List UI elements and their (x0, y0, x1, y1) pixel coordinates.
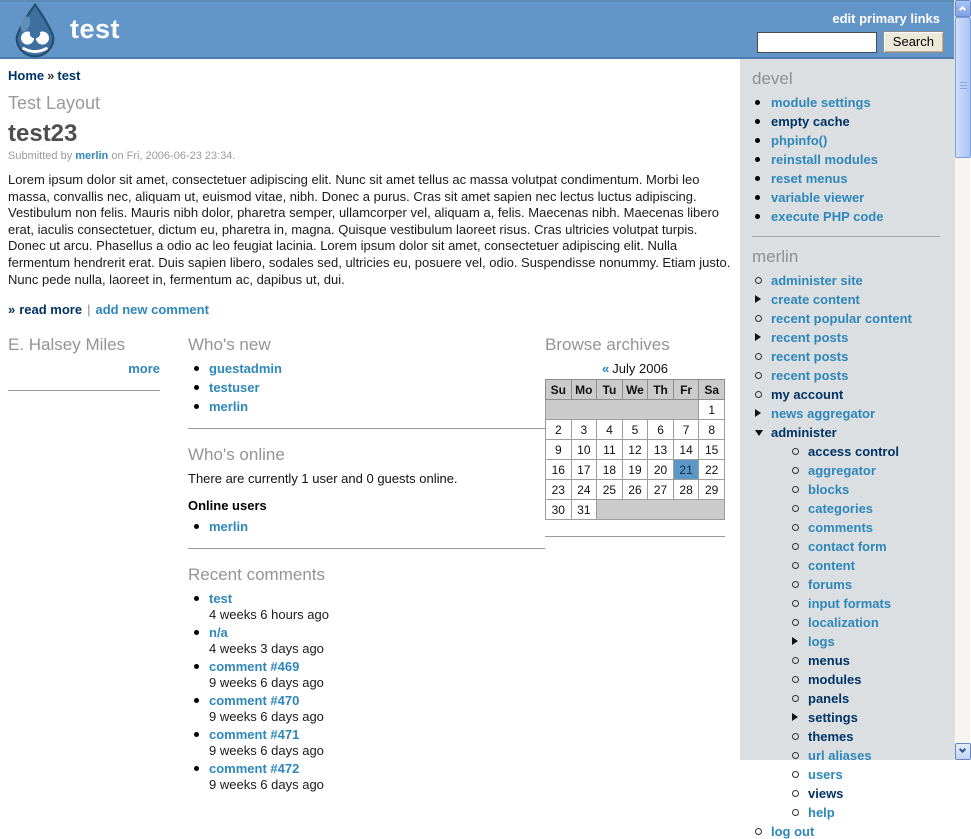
menu-item[interactable] (791, 539, 946, 554)
logout-link[interactable]: log out (771, 824, 815, 839)
comment-link[interactable]: test (209, 591, 233, 607)
previous-month-link[interactable]: « (602, 361, 610, 377)
calendar-day[interactable]: 15 (699, 440, 725, 460)
links-marker: » (8, 302, 16, 318)
block-divider (545, 536, 725, 537)
menu-link[interactable]: content (808, 558, 855, 573)
devel-menu (754, 95, 946, 224)
comment-link[interactable]: comment #471 (209, 727, 300, 743)
block-title-merlin: merlin (752, 247, 799, 266)
menu-item-collapsed[interactable] (754, 406, 946, 421)
more-row (8, 361, 160, 376)
menu-item[interactable] (791, 805, 946, 820)
menu-item[interactable] (791, 577, 946, 592)
menu-link[interactable]: settings (808, 710, 858, 725)
scrollbar-grip-icon (960, 82, 967, 91)
menu-item-collapsed[interactable] (791, 634, 946, 649)
comment-age: 4 weeks 3 days ago (209, 641, 324, 657)
menu-link[interactable]: url aliases (808, 748, 872, 763)
archive-block-column (545, 335, 730, 795)
comment-age: 4 weeks 6 hours ago (209, 607, 329, 623)
devel-link[interactable]: reinstall modules (771, 152, 878, 167)
menu-item[interactable] (791, 672, 946, 687)
block-title-whos-online: Who's online (188, 445, 285, 465)
block-divider (752, 236, 940, 237)
menu-item-collapsed[interactable] (754, 330, 946, 345)
online-status-text: There are currently 1 user and 0 guests online. (188, 471, 458, 487)
block-title-halsey: E. Halsey Miles (8, 335, 126, 355)
menu-link[interactable]: administer site (771, 273, 863, 288)
breadcrumb-separator: » (47, 68, 55, 83)
main-column (0, 59, 740, 793)
comment-age: 9 weeks 6 days ago (209, 709, 324, 725)
day-header: Sa (699, 380, 725, 400)
whos-new-list (194, 361, 545, 414)
administer-submenu (791, 444, 946, 820)
menu-link[interactable]: modules (808, 672, 862, 687)
menu-item[interactable] (791, 558, 946, 573)
menu-item[interactable] (754, 95, 946, 110)
menu-item[interactable] (754, 311, 946, 326)
calendar-week-row (546, 500, 725, 520)
user-link[interactable]: testuser (209, 380, 260, 396)
day-header: Mo (571, 380, 597, 400)
day-header: Fr (673, 380, 699, 400)
devel-link[interactable]: execute PHP code (771, 209, 884, 224)
calendar-caption (545, 361, 725, 376)
calendar-week-row (546, 420, 725, 440)
scroll-down-button[interactable] (955, 743, 971, 760)
calendar-month-label: July 2006 (612, 361, 668, 377)
calendar-day[interactable]: 26 (622, 480, 648, 500)
empty-days-cell (597, 500, 725, 520)
menu-item[interactable] (754, 171, 946, 186)
read-more-link[interactable]: read more (19, 302, 83, 318)
comment-age: 9 weeks 6 days ago (209, 777, 324, 793)
breadcrumb-home-link[interactable]: Home (8, 68, 45, 83)
menu-item[interactable] (791, 767, 946, 782)
search-button[interactable]: Search (883, 31, 944, 53)
add-new-comment-link[interactable]: add new comment (95, 302, 209, 318)
calendar-day[interactable]: 12 (622, 440, 648, 460)
list-item (194, 519, 545, 534)
more-link[interactable]: more (128, 361, 160, 377)
menu-link[interactable]: my account (771, 387, 844, 402)
menu-item-collapsed[interactable] (791, 710, 946, 725)
menu-link[interactable]: logs (808, 634, 835, 649)
menu-item[interactable] (791, 615, 946, 630)
menu-link[interactable]: categories (808, 501, 874, 516)
menu-item[interactable] (791, 653, 946, 668)
calendar-day[interactable]: 16 (546, 460, 572, 480)
devel-link[interactable]: phpinfo() (771, 133, 828, 148)
submitted-prefix: Submitted by (8, 150, 73, 162)
calendar-day[interactable]: 1 (699, 400, 725, 420)
menu-item[interactable] (754, 190, 946, 205)
empty-days-cell (546, 400, 699, 420)
comment-item (194, 591, 545, 622)
menu-item[interactable] (754, 133, 946, 148)
calendar-week-row (546, 400, 725, 420)
block-columns (8, 335, 730, 795)
block-title-whos-new: Who's new (188, 335, 271, 355)
comment-item (194, 727, 545, 758)
breadcrumb-current-link[interactable]: test (57, 68, 81, 83)
right-sidebar (740, 59, 954, 839)
calendar-day[interactable]: 11 (597, 440, 623, 460)
drupal-logo-icon[interactable] (8, 3, 62, 59)
comment-link[interactable]: comment #470 (209, 693, 300, 709)
submitted-line (8, 150, 730, 162)
node-links (8, 302, 730, 317)
menu-link[interactable]: panels (808, 691, 850, 706)
scroll-up-button[interactable] (955, 0, 971, 17)
calendar-week-row (546, 480, 725, 500)
calendar-day[interactable]: 8 (699, 420, 725, 440)
calendar-day[interactable]: 25 (597, 480, 623, 500)
section-title: Test Layout (8, 93, 101, 113)
list-item (194, 380, 545, 395)
calendar-day[interactable]: 6 (648, 420, 674, 440)
menu-item[interactable] (754, 387, 946, 402)
comment-age: 9 weeks 6 days ago (209, 675, 324, 691)
online-users-list (194, 519, 545, 534)
menu-link[interactable]: contact form (808, 539, 887, 554)
comment-age: 9 weeks 6 days ago (209, 743, 324, 759)
block-title-devel: devel (752, 69, 793, 88)
node-body-text: Lorem ipsum dolor sit amet, consectetuer adipiscing elit. Nunc sit amet tellus ac massa volutpat condimentum. Morbi leo massa, convallis nec, aliquam ut, euismod vitae, nibh. Donec a purus. Cras sit amet sapien nec lectus luctus adipiscing. Vestibulum non felis. Mauris nibh dolor, pharetra semper, ullamcorper vel, aliquam a, felis. Maecenas nibh. Maecenas libero erat, iaculis consectetuer, dictum eu, pharetra in, magna. Quisque vestibulum laoreet risus. Cras ultricies volutpat turpis. Donec ut arcu. Phasellus a odio ac leo feugiat lacinia. Lorem ipsum dolor sit amet, consectetuer adipiscing elit. Nulla fermentum hendrerit erat. Duis sapien libero, sodales sed, ultricies eu, posuere vel, odio. Suspendisse nonummy. Etiam justo. Nunc pede nulla, laoreet in, fermentum ac, dapibus ut, dui. (8, 172, 731, 287)
menu-link[interactable]: recent posts (771, 349, 849, 364)
search-form (757, 31, 944, 53)
menu-link[interactable]: comments (808, 520, 874, 535)
calendar-day[interactable]: 27 (648, 480, 674, 500)
menu-item[interactable] (754, 368, 946, 383)
menu-item[interactable] (791, 444, 946, 459)
recent-comments-list (194, 591, 545, 792)
user-link[interactable]: guestadmin (209, 361, 282, 377)
author-link[interactable]: merlin (75, 150, 109, 162)
menu-link[interactable]: localization (808, 615, 879, 630)
menu-item[interactable] (754, 273, 946, 288)
menu-link[interactable]: access control (808, 444, 900, 459)
menu-item-expanded[interactable] (754, 425, 946, 820)
left-block-column (8, 335, 188, 795)
calendar-day[interactable]: 3 (571, 420, 597, 440)
chevron-down-icon (959, 746, 966, 753)
site-header (0, 0, 954, 59)
links-separator: | (87, 302, 91, 318)
calendar-day[interactable]: 19 (622, 460, 648, 480)
menu-item[interactable] (791, 463, 946, 478)
day-header: Th (648, 380, 674, 400)
menu-link[interactable]: recent posts (771, 330, 849, 345)
menu-link[interactable]: create content (771, 292, 860, 307)
comment-link[interactable]: comment #472 (209, 761, 300, 777)
day-header: We (622, 380, 648, 400)
site-name[interactable]: test (70, 14, 121, 44)
devel-link[interactable]: empty cache (771, 114, 850, 129)
menu-item[interactable] (791, 482, 946, 497)
block-title-recent-comments: Recent comments (188, 565, 325, 585)
edit-primary-links-link[interactable]: edit primary links (832, 11, 940, 26)
day-header: Tu (597, 380, 623, 400)
calendar-day[interactable]: 17 (571, 460, 597, 480)
calendar-day[interactable]: 22 (699, 460, 725, 480)
node-title: test23 (8, 120, 78, 147)
submitted-date: on Fri, 2006-06-23 23:34. (111, 150, 236, 162)
menu-item[interactable] (754, 114, 946, 129)
comment-link[interactable]: n/a (209, 625, 228, 641)
online-users-heading: Online users (188, 498, 267, 514)
calendar-day-selected[interactable]: 21 (673, 460, 699, 480)
menu-item[interactable] (754, 152, 946, 167)
scrollbar-thumb[interactable] (955, 17, 971, 158)
devel-link[interactable]: variable viewer (771, 190, 865, 205)
menu-link[interactable]: recent posts (771, 368, 849, 383)
menu-link[interactable]: menus (808, 653, 850, 668)
menu-link[interactable]: aggregator (808, 463, 876, 478)
calendar-day[interactable]: 2 (546, 420, 572, 440)
comment-item (194, 693, 545, 724)
calendar-day[interactable]: 7 (673, 420, 699, 440)
calendar-week-row (546, 460, 725, 480)
menu-item[interactable] (791, 786, 946, 801)
calendar-day[interactable]: 13 (648, 440, 674, 460)
calendar-day[interactable]: 18 (597, 460, 623, 480)
menu-link[interactable]: help (808, 805, 835, 820)
menu-item[interactable] (791, 729, 946, 744)
calendar (545, 379, 725, 520)
calendar-day[interactable]: 10 (571, 440, 597, 460)
calendar-day[interactable]: 24 (571, 480, 597, 500)
calendar-day[interactable]: 30 (546, 500, 572, 520)
menu-item-logout[interactable] (754, 824, 946, 839)
calendar-day[interactable]: 31 (571, 500, 597, 520)
calendar-day[interactable]: 28 (673, 480, 699, 500)
menu-link[interactable]: recent popular content (771, 311, 912, 326)
calendar-day[interactable]: 4 (597, 420, 623, 440)
menu-item-collapsed[interactable] (754, 292, 946, 307)
merlin-menu (754, 273, 946, 839)
menu-link[interactable]: input formats (808, 596, 892, 611)
menu-link[interactable]: news aggregator (771, 406, 876, 421)
user-link[interactable]: merlin (209, 519, 249, 535)
devel-link[interactable]: module settings (771, 95, 871, 110)
calendar-week-row (546, 440, 725, 460)
middle-block-column (188, 335, 545, 795)
menu-item[interactable] (754, 209, 946, 224)
comment-item (194, 625, 545, 656)
calendar-day[interactable]: 9 (546, 440, 572, 460)
breadcrumb (8, 68, 730, 83)
content-area (0, 59, 954, 839)
chevron-up-icon (959, 6, 966, 13)
menu-link[interactable]: administer (771, 425, 837, 440)
comment-item (194, 761, 545, 792)
search-input[interactable] (757, 32, 877, 53)
menu-item[interactable] (791, 596, 946, 611)
block-divider (8, 390, 160, 391)
block-title-browse-archives: Browse archives (545, 335, 670, 355)
vertical-scrollbar[interactable] (954, 0, 970, 760)
calendar-day[interactable]: 14 (673, 440, 699, 460)
menu-item[interactable] (791, 748, 946, 763)
menu-link[interactable]: forums (808, 577, 853, 592)
calendar-header-row (546, 380, 725, 400)
calendar-day[interactable]: 5 (622, 420, 648, 440)
devel-link[interactable]: reset menus (771, 171, 848, 186)
menu-link[interactable]: blocks (808, 482, 850, 497)
menu-item[interactable] (791, 501, 946, 516)
day-header: Su (546, 380, 572, 400)
calendar-day[interactable]: 23 (546, 480, 572, 500)
block-divider (188, 428, 545, 429)
menu-link[interactable]: users (808, 767, 843, 782)
menu-item[interactable] (791, 691, 946, 706)
comment-item (194, 659, 545, 690)
block-divider (188, 548, 545, 549)
menu-link[interactable]: themes (808, 729, 854, 744)
calendar-day[interactable]: 29 (699, 480, 725, 500)
menu-link[interactable]: views (808, 786, 844, 801)
list-item (194, 361, 545, 376)
list-item (194, 399, 545, 414)
menu-item[interactable] (791, 520, 946, 535)
comment-link[interactable]: comment #469 (209, 659, 300, 675)
menu-item[interactable] (754, 349, 946, 364)
user-link[interactable]: merlin (209, 399, 249, 415)
calendar-day[interactable]: 20 (648, 460, 674, 480)
